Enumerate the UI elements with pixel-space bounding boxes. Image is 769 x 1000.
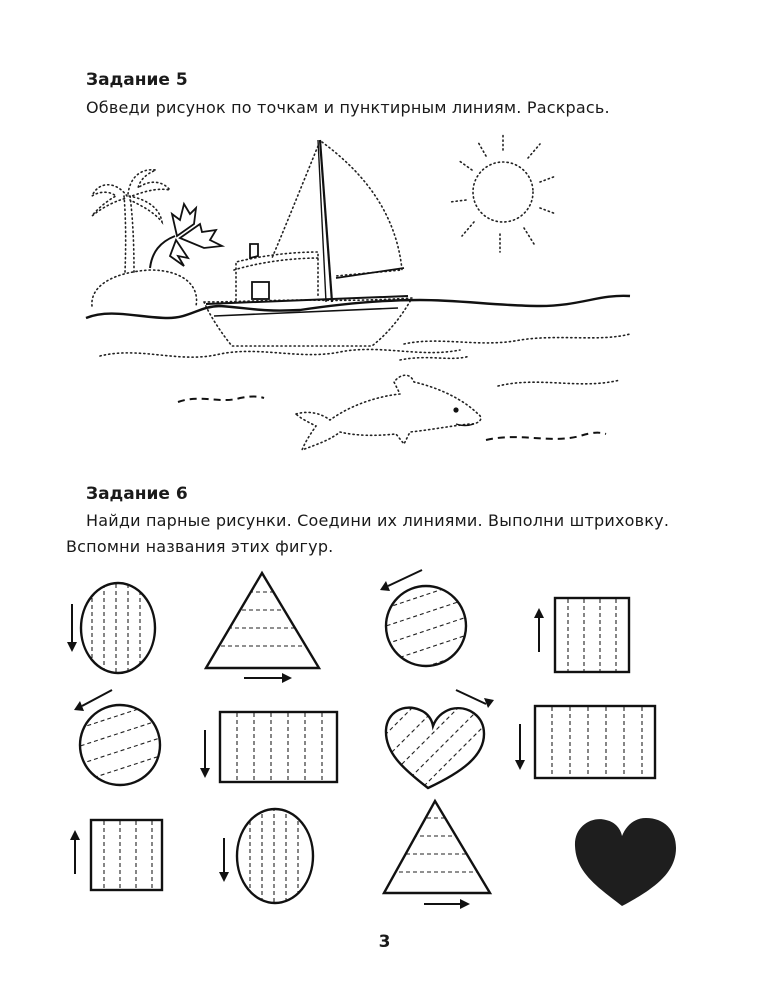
trace-scene: [86, 135, 630, 450]
square-vertical-hatch-2: [91, 820, 162, 890]
sun: [450, 135, 556, 252]
dolphin-eye: [453, 407, 458, 412]
sea-wave-dashed-2: [486, 433, 606, 440]
sea-wave-dotted-2: [404, 334, 630, 344]
arrow-right-icon: [244, 673, 292, 683]
task6-instruction-line1: Найди парные рисунки. Соедини их линиями. Выполни штриховку.: [86, 511, 670, 530]
task5-title: Задание 5: [86, 70, 188, 90]
task6-instruction-line2: Вспомни названия этих фигур.: [66, 537, 334, 556]
square-vertical-hatch: [555, 598, 629, 672]
arrow-up-icon-2: [70, 830, 80, 874]
rectangle-vertical-hatch: [220, 712, 337, 782]
cabin-window: [252, 282, 269, 299]
boat-sail-right: [322, 142, 402, 276]
boat-sail-left: [272, 146, 318, 258]
circle-diagonal-hatch-2: [74, 700, 166, 802]
arrow-down-icon: [67, 604, 77, 652]
filled-heart-sample: [575, 818, 676, 906]
oval-vertical-hatch-2: [237, 800, 313, 910]
dolphin-outline: [296, 375, 481, 450]
circle-diagonal-hatch: [380, 580, 470, 682]
arrow-down-icon-3: [515, 724, 525, 770]
triangle-horizontal-hatch: [200, 573, 325, 668]
task5-instruction: Обведи рисунок по точкам и пунктирным линиям. Раскрась.: [86, 98, 610, 117]
boat-hull: [204, 298, 412, 346]
sea-wave-solid: [86, 296, 630, 318]
island-outline: [92, 270, 197, 306]
arrow-down-right-icon: [456, 690, 494, 708]
sea-wave-dotted-1: [100, 349, 460, 357]
sea-wave-dashed-1: [178, 397, 264, 403]
arrow-right-icon-2: [424, 899, 470, 909]
sea-wave-dotted-3: [498, 380, 620, 386]
heart-diagonal-hatch: [380, 700, 490, 788]
palm-tree-1: [92, 170, 170, 272]
palm-tree-2: [150, 204, 222, 268]
triangle-horizontal-hatch-2: [378, 801, 496, 893]
page-number: 3: [378, 932, 391, 952]
boat-cabin: [236, 252, 318, 300]
arrow-up-icon: [534, 608, 544, 652]
oval-vertical-hatch: [81, 570, 155, 690]
arrow-down-icon-4: [219, 838, 229, 882]
task6-title: Задание 6: [86, 484, 188, 504]
rectangle-vertical-hatch-2: [535, 706, 655, 778]
arrow-down-icon-2: [200, 730, 210, 778]
